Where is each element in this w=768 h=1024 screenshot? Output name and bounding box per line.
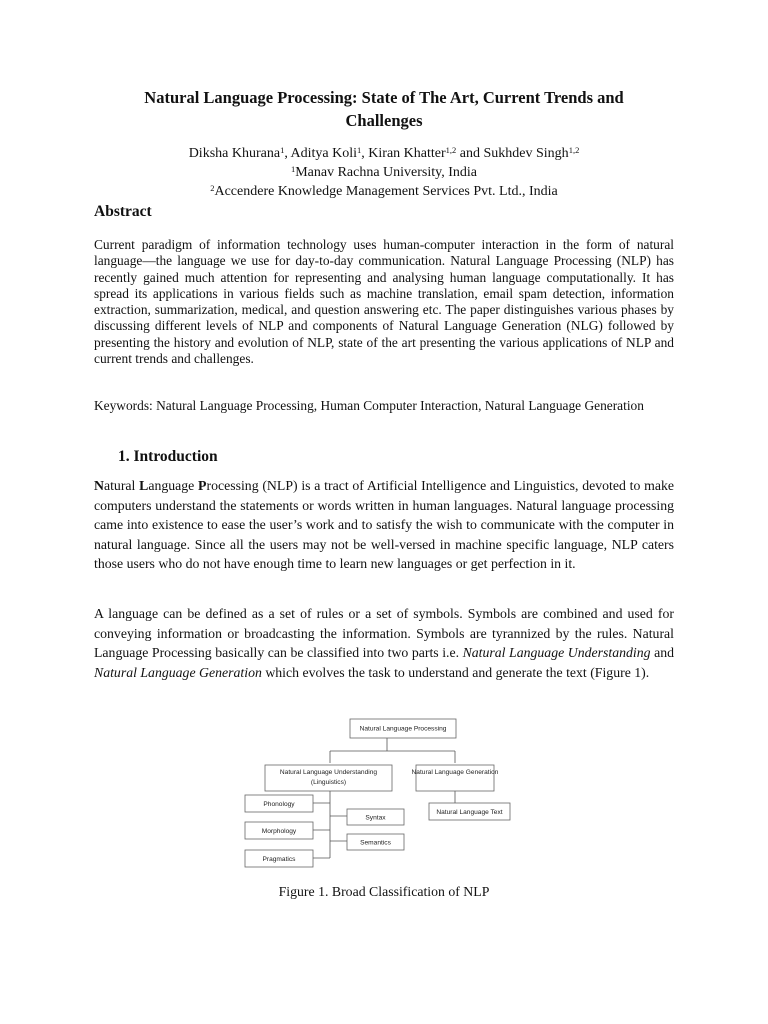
title-line-1: Natural Language Processing: State of The Art, Current Trends and (144, 88, 624, 107)
author-name: Kiran Khatter (368, 146, 446, 161)
paragraph-text: atural (103, 478, 140, 493)
author-affiliation-mark: 1,2 (445, 145, 457, 155)
introduction-heading: 1. Introduction (118, 448, 218, 465)
author-name: Aditya Koli (290, 146, 358, 161)
keywords-text: Keywords: Natural Language Processing, Human Computer Interaction, Natural Language Generation (94, 398, 644, 413)
affiliation-text: Accendere Knowledge Management Services Pvt. Ltd., India (214, 184, 558, 199)
paragraph-text: which evolves the task to understand and generate the text (Figure 1). (261, 664, 650, 680)
author-separator: , (284, 146, 291, 161)
bold-initial: P (198, 478, 207, 493)
affiliation-text: Manav Rachna University, India (295, 165, 478, 180)
label-phonology: Phonology (263, 801, 295, 808)
affiliation-line (94, 163, 674, 182)
intro-paragraph-2 (94, 604, 674, 682)
author-affiliation-mark: 1,2 (568, 145, 580, 155)
paragraph-text: rocessing (NLP) is a tract of Artificial Intelligence and Linguistics, devoted to make computers understand the statements or words written in human languages. Natural language processing came into existence to ease the user’s work and to satisfy the wish to communicate with the computer in natural language. Since all the users may not be well-versed in machine specific language, NLP caters those users who do not have enough time to learn new languages or get perfection in it. (94, 478, 674, 571)
label-nlu-sub: (Linguistics) (310, 779, 347, 786)
emphasis-nlg: Natural Language Generation (94, 664, 262, 680)
paragraph-text: A language can be defined as a set of rules or a set of symbols. Symbols are combined and used for conveying information or broadcasting the information. Symbols are tyrannized by the rules. Natural Language Processing basically can be classified into two parts i.e. (94, 606, 674, 660)
author-name: Sukhdev Singh (483, 146, 569, 161)
bold-initial: L (139, 478, 149, 493)
figure-caption: Figure 1. Broad Classification of NLP (278, 884, 490, 899)
label-nlu: Natural Language Understanding (279, 769, 378, 776)
abstract-text: Current paradigm of information technology uses human-computer interaction in the form of natural language—the language we use for day-to-day communication. Natural Language Processing (NLP) has recently gained much attention for representing and analysing human language computationally. It has spread its applications in various fields such as machine translation, email spam detection, information extraction, summarization, medical, and question answering etc. The paper distinguishes various phases by discussing different levels of NLP and components of Natural Language Generation (NLG) followed by presenting the history and evolution of NLP, state of the art presenting the various applications of NLP and current trends and challenges. (94, 237, 674, 367)
label-semantics: Semantics (360, 839, 391, 847)
label-nl-text: Natural Language Text (436, 809, 503, 816)
author-affiliation-mark: 1 (357, 145, 362, 155)
author-name: Diksha Khurana (188, 146, 281, 161)
bold-initial: N (94, 478, 104, 493)
abstract-heading: Abstract (94, 203, 152, 220)
author-separator: , (361, 146, 369, 161)
nlp-classification-diagram (236, 708, 536, 878)
affiliation-mark: 1 (290, 164, 296, 174)
paper-title (94, 86, 674, 132)
author-list (94, 144, 674, 163)
author-separator: and (456, 146, 484, 161)
paragraph-text: anguage (148, 478, 199, 493)
label-pragmatics: Pragmatics (262, 856, 296, 863)
author-block (94, 144, 674, 201)
label-morphology: Morphology (261, 828, 297, 835)
title-line-2: Challenges (345, 111, 423, 130)
label-nlp: Natural Language Processing (359, 725, 447, 733)
intro-paragraph-1 (94, 476, 674, 574)
affiliation-line (94, 182, 674, 201)
author-affiliation-mark: 1 (280, 145, 285, 155)
emphasis-nlu: Natural Language Understanding (462, 645, 651, 660)
label-nlg: Natural Language Generation (411, 769, 499, 776)
label-syntax: Syntax (365, 814, 386, 822)
paragraph-text: and (650, 645, 674, 660)
affiliation-mark: 2 (210, 183, 215, 193)
